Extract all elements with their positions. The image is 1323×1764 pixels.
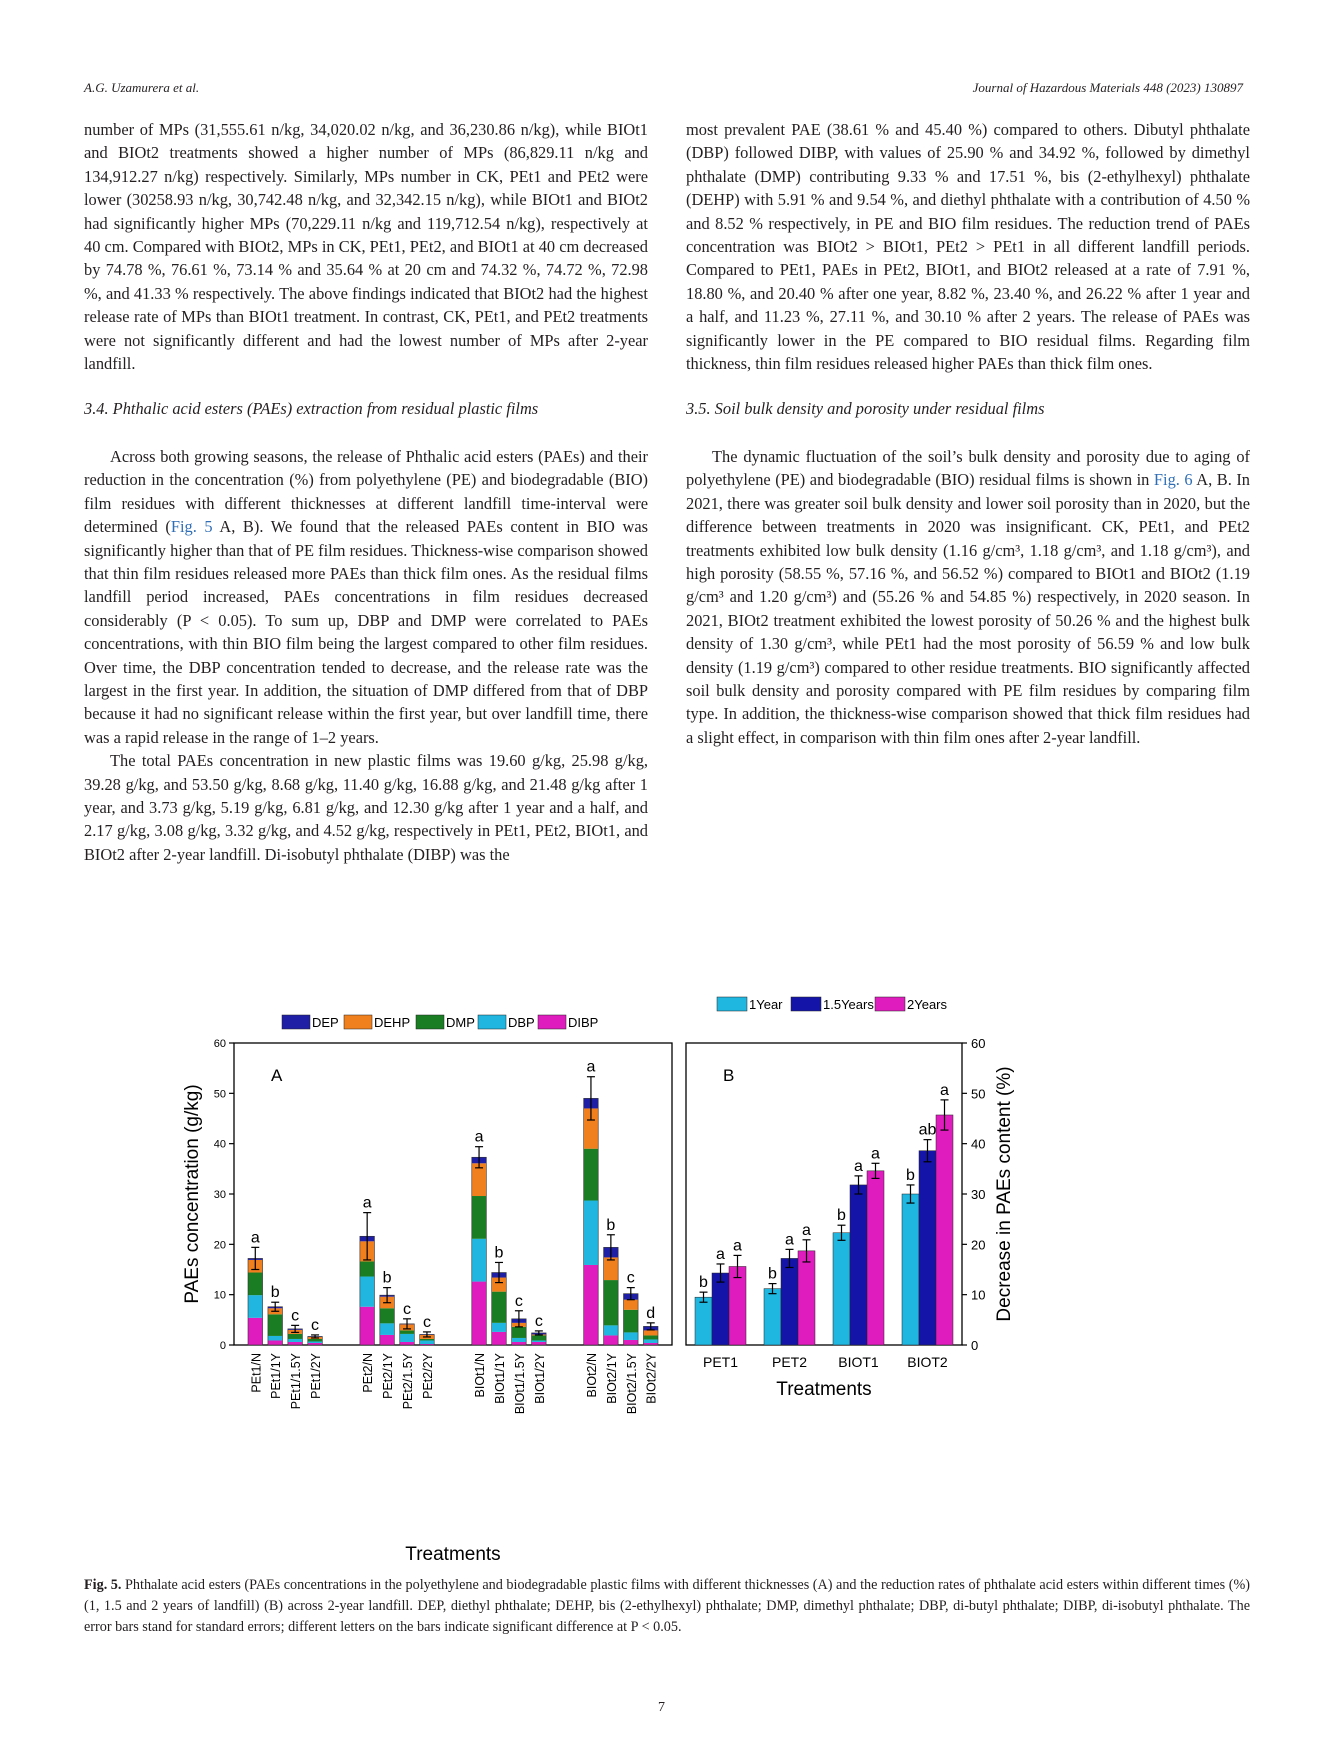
x-tick-label: BIOt2/1.5Y [624, 1353, 639, 1415]
bar-1year [695, 1297, 712, 1345]
left-column [84, 118, 648, 866]
bar-1year [833, 1233, 850, 1345]
bar-segment-dmp [308, 1339, 323, 1342]
figure-5-chart [172, 995, 1172, 1570]
bar-segment-dmp [380, 1308, 395, 1323]
y-axis-title: PAEs concentration (g/kg) [182, 1084, 203, 1304]
bar-segment-dmp [512, 1327, 527, 1338]
y-tick-label: 60 [213, 1038, 226, 1050]
significance-letter: c [534, 1312, 543, 1330]
bar-segment-dehp [624, 1300, 639, 1310]
bar-segment-dmp [288, 1334, 303, 1339]
bar-segment-dbp [512, 1338, 527, 1342]
bar-segment-dibp [643, 1343, 658, 1345]
paragraph: The total PAEs concentration in new plastic films was 19.60 g/kg, 25.98 g/kg, 39.28 g/kg, and 53.50 g/kg, 8.68 g/kg, 11.40 g/kg, 16.88 g/kg, and 21.48 g/kg after 1 year, and 3.73 g/kg, 5.19 g/kg, 6.81 g/kg, and 12.30 g/kg after 1 year and a half, and 2.17 g/kg, 3.08 g/kg, 3.32 g/kg, and 4.52 g/kg, respectively in PEt1, PEt2, BIOt1, and BIOt2 after 2-year landfill. Di-isobutyl phthalate (DIBP) was the [84, 751, 648, 864]
bar-segment-dbp [643, 1339, 658, 1343]
x-tick-label: PEt2/2Y [420, 1353, 435, 1399]
panel-label: A [271, 1066, 283, 1085]
bar-segment-dbp [248, 1295, 263, 1318]
bar-segment-dbp [400, 1334, 415, 1342]
legend-label: DEHP [374, 1015, 411, 1030]
legend-swatch-dep [282, 1015, 310, 1029]
legend-swatch-dehp [344, 1015, 372, 1029]
bar-segment-dmp [624, 1310, 639, 1333]
section-heading-3-4: 3.4. Phthalic acid esters (PAEs) extraction from residual plastic films [84, 399, 539, 419]
y-tick-label: 0 [971, 1338, 979, 1353]
significance-letter: c [403, 1300, 412, 1318]
significance-letter: a [940, 1081, 949, 1099]
bar-segment-dbp [492, 1323, 507, 1332]
y-tick-label: 30 [971, 1187, 986, 1202]
bar-2years [936, 1115, 953, 1345]
legend-swatch-dibp [538, 1015, 566, 1029]
bar-segment-dmp [532, 1335, 547, 1340]
x-axis-title: Treatments [776, 1379, 872, 1400]
bar-segment-dmp [492, 1292, 507, 1323]
x-tick-label: BIOt1/1.5Y [512, 1353, 527, 1415]
x-tick-label: BIOt2/2Y [644, 1353, 659, 1404]
bar-2years [798, 1251, 815, 1345]
bar-segment-dbp [584, 1201, 599, 1265]
legend-swatch-dmp [416, 1015, 444, 1029]
figure-link[interactable]: Fig. 6 [1153, 470, 1193, 490]
bar-segment-dbp [308, 1341, 323, 1343]
figure-link[interactable]: Fig. 5 [170, 517, 213, 537]
bar-segment-dibp [308, 1343, 323, 1345]
bar-segment-dibp [400, 1342, 415, 1345]
x-tick-label: BIOt1/1Y [492, 1353, 507, 1404]
significance-letter: b [494, 1244, 504, 1262]
significance-letter: c [514, 1292, 523, 1310]
x-tick-label: BIOt1/2Y [532, 1353, 547, 1404]
bar-segment-dibp [268, 1340, 283, 1345]
bar-segment-dibp [380, 1335, 395, 1345]
bar-segment-dibp [584, 1265, 599, 1345]
x-tick-label: PEt1/1Y [269, 1353, 284, 1399]
significance-letter: b [837, 1207, 846, 1225]
panel-label: B [723, 1066, 735, 1085]
bar-segment-dmp [400, 1330, 415, 1334]
bar-segment-dehp [643, 1330, 658, 1335]
legend-label: DIBP [568, 1015, 599, 1030]
x-tick-label: PEt2/N [361, 1353, 376, 1393]
significance-letter: a [785, 1231, 794, 1249]
bar-segment-dbp [360, 1277, 375, 1307]
section-heading-3-5: 3.5. Soil bulk density and porosity under residual films [686, 399, 1045, 419]
legend-label: DMP [446, 1015, 475, 1030]
bar-2years [729, 1266, 746, 1345]
x-tick-label: BIOt2/N [584, 1353, 599, 1398]
bar-segment-dibp [472, 1282, 487, 1345]
x-tick-label: PEt1/2Y [309, 1353, 324, 1399]
bar-segment-dbp [604, 1325, 619, 1335]
paragraph-text: Across both growing seasons, the release of Phthalic acid esters (PAEs) and their reduction in the concentration (%) from polyethylene (PE) and biodegradable (BIO) film residues with different thicknesses at different landfill time-interval were determined ( [84, 446, 648, 537]
caption-label: Fig. 5. [84, 1577, 122, 1593]
bar-1year [764, 1289, 781, 1345]
bar-segment-dmp [472, 1196, 487, 1239]
legend-swatch-1year [717, 997, 747, 1011]
x-tick-label: BIOT2 [907, 1354, 948, 1370]
bar-segment-dbp [624, 1332, 639, 1340]
bar-segment-dibp [604, 1335, 619, 1345]
significance-letter: a [871, 1145, 880, 1163]
paragraph-text: A, B). We found that the released PAEs content in BIO was significantly higher than that of PE film residues. Thickness-wise comparison showed that thin film residues released more PAEs than thick film ones. As the residual films landfill period increased, PAEs concentrations in film residues decreased considerably (P < 0.05). To sum up, DBP and DMP were correlated to PAEs concentrations, with thin BIO film being the largest compared to other film residues. Over time, the DBP concentration tended to decrease, and the release rate was the largest in the first year. In addition, the situation of DMP differed from that of DBP because it had no significant release within the first year, but over landfill time, there was a rapid release in the range of 1–2 years. [84, 517, 648, 747]
significance-letter: a [586, 1058, 596, 1076]
significance-letter: b [768, 1265, 777, 1283]
x-tick-label: BIOt1/N [473, 1353, 488, 1398]
x-tick-label: PEt2/1.5Y [401, 1353, 416, 1410]
bar-1year [902, 1194, 919, 1345]
bar-segment-dibp [532, 1342, 547, 1345]
figure-caption [84, 1575, 1250, 1638]
significance-letter: d [646, 1304, 656, 1322]
bar-segment-dmp [420, 1339, 435, 1341]
bar-1.5years [712, 1273, 729, 1345]
significance-letter: c [626, 1269, 635, 1287]
bar-segment-dibp [360, 1307, 375, 1345]
x-tick-label: PEt1/1.5Y [289, 1353, 304, 1410]
significance-letter: a [733, 1237, 742, 1255]
x-axis-title: Treatments [405, 1544, 501, 1565]
bar-segment-dmp [360, 1261, 375, 1276]
significance-letter: a [474, 1128, 484, 1146]
significance-letter: b [699, 1274, 708, 1292]
bar-segment-dmp [248, 1273, 263, 1296]
bar-segment-dmp [643, 1335, 658, 1339]
caption-text: Phthalate acid esters (PAEs concentrations in the polyethylene and biodegradable plastic films with different thicknesses (A) and the reduction rates of phthalate acid esters within different times (%) (1, 1.5 and 2 years of landfill) (B) across 2-year landfill. DEP, diethyl phthalate; DEHP, bis (2-ethylhexyl) phthalate; DMP, dimethyl phthalate; DBP, di-butyl phthalate; DIBP, di-isobutyl phthalate. The error bars stand for standard errors; different letters on the bars indicate significant difference at P < 0.05. [84, 1577, 1250, 1635]
y-tick-label: 40 [213, 1138, 226, 1151]
significance-letter: b [606, 1216, 616, 1234]
x-tick-label: BIOT1 [838, 1354, 879, 1370]
bar-segment-dmp [604, 1280, 619, 1325]
bar-1.5years [781, 1258, 798, 1345]
significance-letter: b [906, 1166, 915, 1184]
running-header-authors: A.G. Uzamurera et al. [84, 80, 200, 95]
y-tick-label: 20 [971, 1237, 986, 1253]
legend-label: 1.5Years [823, 997, 874, 1012]
legend-swatch-1.5years [791, 997, 821, 1011]
bar-segment-dbp [420, 1340, 435, 1344]
bar-segment-dbp [288, 1339, 303, 1342]
bar-segment-dibp [492, 1332, 507, 1345]
running-header-journal: Journal of Hazardous Materials 448 (2023) 130897 [972, 80, 1243, 95]
paragraph: number of MPs (31,555.61 n/kg, 34,020.02 n/kg, and 36,230.86 n/kg), while BIOt1 and BIOt2 treatments showed a higher number of MPs (86,829.11 n/kg and 134,912.27 n/kg) respectively. Similarly, MPs number in CK, PEt1 and PEt2 were lower (30258.93 n/kg, 30,742.48 n/kg, and 32,342.15 n/kg), while BIOt1 and BIOt2 had significantly higher MPs (70,229.11 n/kg and 119,712.54 n/kg), respectively at 40 cm. Compared with BIOt2, MPs in CK, PEt1, PEt2, and BIOt1 at 40 cm decreased by 74.78 %, 76.61 %, 73.14 % and 35.64 % at 20 cm and 74.32 %, 74.72 %, 72.98 %, and 41.33 % respectively. The above findings indicated that BIOt2 had the highest release rate of MPs than BIOt1 treatment. In contrast, CK, PEt1, and PEt2 treatments were not significantly different and had the lowest number of MPs after 2-year landfill. [84, 120, 648, 374]
bar-segment-dbp [532, 1340, 547, 1342]
paragraph-text: A, B. In 2021, there was greater soil bulk density and lower soil porosity than in 2020, but the difference between treatments in 2020 was insignificant. CK, PEt1, and PEt2 treatments exhibited low bulk density (1.16 g/cm³, 1.18 g/cm³, and 1.18 g/cm³), and high porosity (58.55 %, 57.16 %, and 56.52 %) compared to BIOt1 and BIOt2 (1.19 g/cm³ and 1.20 g/cm³) and (55.26 % and 54.85 %) respectively, in 2020 season. In 2021, BIOt2 treatment exhibited the lowest porosity of 50.26 % and the highest bulk density of 1.30 g/cm³, while PEt1 had the most porosity of 56.59 % and low bulk density (1.19 g/cm³) compared to other residue treatments. BIO significantly affected soil bulk density and porosity compared with PE film residues by comparing film type. In addition, the thickness-wise comparison showed that thick film residues had a slight effect, in comparison with thin film ones after 2-year landfill. [686, 470, 1251, 747]
y-tick-label: 20 [213, 1239, 226, 1252]
significance-letter: c [291, 1307, 300, 1325]
page-number: 7 [658, 1700, 665, 1715]
bar-1.5years [850, 1185, 867, 1345]
significance-letter: a [716, 1245, 725, 1263]
legend-label: 2Years [907, 997, 947, 1012]
bar-segment-dbp [472, 1239, 487, 1282]
y-tick-label: 40 [971, 1136, 986, 1152]
significance-letter: a [362, 1194, 372, 1212]
bar-segment-dibp [624, 1340, 639, 1345]
bar-segment-dibp [288, 1342, 303, 1345]
y-tick-label: 50 [213, 1088, 226, 1101]
y-tick-label: 50 [971, 1086, 986, 1102]
x-tick-label: PET2 [771, 1354, 808, 1370]
significance-letter: ab [918, 1121, 937, 1139]
significance-letter: a [802, 1221, 811, 1239]
significance-letter: b [270, 1284, 280, 1302]
bar-1.5years [919, 1151, 936, 1345]
paragraph: most prevalent PAE (38.61 % and 45.40 %) compared to others. Dibutyl phthalate (DBP) followed DIBP, with values of 25.90 % and 34.92 %, followed by dimethyl phthalate (DMP) contributing 9.33 % and 17.51 %, bis (2-ethylhexyl) phthalate (DEHP) with 5.91 % and 9.54 %, and diethyl phthalate with a contribution of 4.50 % and 8.52 % respectively, in PE and BIO film residues. The reduction trend of PAEs concentration was BIOt2 > BIOt1, PEt2 > PEt1 in all different landfill periods. Compared to PEt1, PAEs in PEt2, BIOt1, and BIOt2 released at a rate of 7.91 %, 18.80 %, and 20.40 % after one year, 8.82 %, 23.40 %, and 26.22 % after 1 year and a half, and 11.23 %, 27.11 %, and 30.10 % after 2 years. The release of PAEs was significantly lower in the PE compared to BIO residual films. Regarding film thickness, thin film residues released higher PAEs than thick film ones. [686, 120, 1250, 374]
legend-swatch-2years [875, 997, 905, 1011]
figure-5 [172, 995, 1172, 1570]
significance-letter: a [854, 1157, 863, 1175]
y-tick-label: 60 [971, 1036, 986, 1051]
significance-letter: c [422, 1313, 431, 1331]
paragraph [84, 445, 648, 749]
x-tick-label: PEt1/N [249, 1353, 264, 1393]
right-column [686, 118, 1250, 749]
x-tick-label: PET1 [702, 1354, 739, 1370]
bar-segment-dmp [584, 1149, 599, 1201]
significance-letter: b [382, 1269, 392, 1287]
legend-swatch-dbp [478, 1015, 506, 1029]
legend-label: 1Year [749, 997, 783, 1012]
bar-segment-dibp [512, 1342, 527, 1345]
y-tick-label: 30 [213, 1189, 226, 1201]
significance-letter: c [311, 1316, 320, 1334]
bar-segment-dbp [268, 1336, 283, 1341]
paragraph [686, 445, 1250, 749]
paragraph-text: The dynamic fluctuation of the soil’s bulk density and porosity due to aging of polyethylene (PE) and biodegradable (BIO) residual films is shown in [686, 446, 1250, 490]
bar-segment-dbp [380, 1323, 395, 1335]
bar-segment-dibp [248, 1318, 263, 1345]
x-tick-label: PEt2/1Y [381, 1353, 396, 1399]
significance-letter: a [250, 1229, 260, 1247]
y-tick-label: 10 [971, 1287, 986, 1303]
bar-segment-dehp [604, 1257, 619, 1280]
y-axis-title: Decrease in PAEs content (%) [994, 1066, 1015, 1322]
bar-2years [867, 1171, 884, 1345]
legend-label: DEP [312, 1015, 339, 1030]
y-tick-label: 10 [213, 1289, 226, 1302]
x-tick-label: BIOt2/1Y [604, 1353, 619, 1404]
y-tick-label: 0 [219, 1340, 226, 1352]
legend-label: DBP [508, 1015, 535, 1030]
bar-segment-dmp [268, 1314, 283, 1336]
